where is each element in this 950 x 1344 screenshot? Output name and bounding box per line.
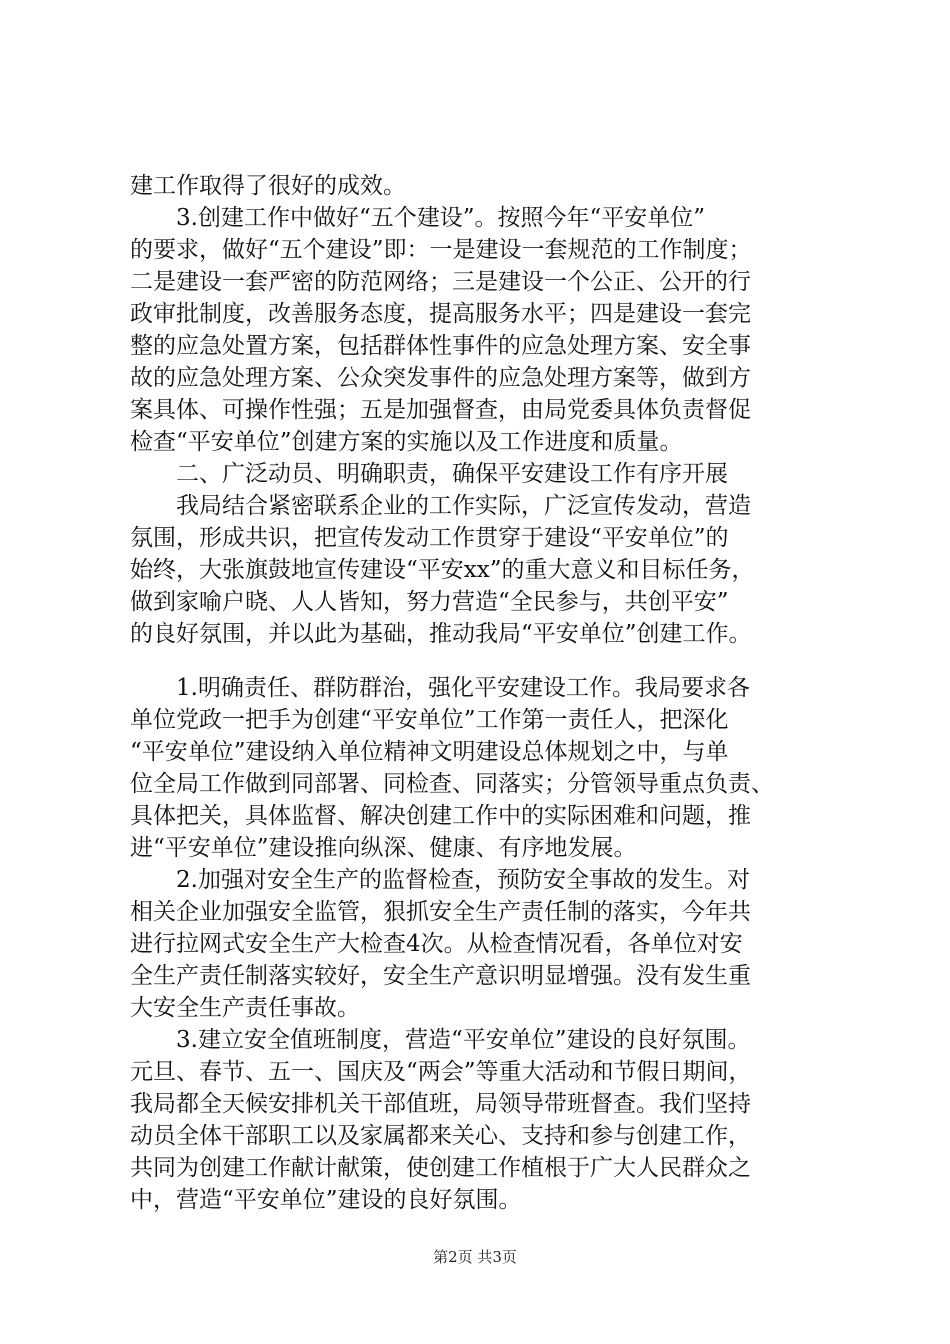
paragraph-line: 政审批制度，改善服务态度，提高服务水平；四是建设一套完 xyxy=(130,301,751,327)
paragraph-line: 元旦、春节、五一、国庆及“两会”等重大活动和节假日期间， xyxy=(130,1059,752,1085)
paragraph-line: 的良好氛围，并以此为基础，推动我局“平安单位”创建工作。 xyxy=(130,621,752,647)
paragraph-line: 2.加强对安全生产的监督检查，预防安全事故的发生。对 xyxy=(130,867,750,893)
paragraph-line: 案具体、可操作性强；五是加强督查，由局党委具体负责督促 xyxy=(130,397,751,423)
paragraph-line: 具体把关，具体监督、解决创建工作中的实际困难和问题，推 xyxy=(130,803,751,829)
paragraph-line: 单位党政一把手为创建“平安单位”工作第一责任人，把深化 xyxy=(130,707,729,733)
paragraph-line: 全生产责任制落实较好，安全生产意识明显增强。没有发生重 xyxy=(130,963,751,989)
paragraph-line: 氛围，形成共识，把宣传发动工作贯穿于建设“平安单位”的 xyxy=(130,525,729,551)
paragraph-line: 检查“平安单位”创建方案的实施以及工作进度和质量。 xyxy=(130,429,683,455)
paragraph-line: 3.建立安全值班制度，营造“平安单位”建设的良好氛围。 xyxy=(130,1027,751,1053)
paragraph-line: 位全局工作做到同部署、同检查、同落实；分管领导重点负责、 xyxy=(130,771,774,797)
paragraph-line: 建工作取得了很好的成效。 xyxy=(130,173,406,199)
paragraph-line: 动员全体干部职工以及家属都来关心、支持和参与创建工作， xyxy=(130,1123,751,1149)
paragraph-line: 进“平安单位”建设推向纵深、健康、有序地发展。 xyxy=(130,835,637,861)
paragraph-line: 1.明确责任、群防群治，强化平安建设工作。我局要求各 xyxy=(130,675,750,701)
paragraph-line: 进行拉网式安全生产大检查4次。从检查情况看，各单位对安 xyxy=(130,931,743,957)
paragraph-line: 大安全生产责任事故。 xyxy=(130,995,360,1021)
paragraph-line: “平安单位”建设纳入单位精神文明建设总体规划之中，与单 xyxy=(130,739,729,765)
paragraph-line: 的要求，做好“五个建设”即：一是建设一套规范的工作制度； xyxy=(130,237,752,263)
paragraph-line: 共同为创建工作献计献策，使创建工作植根于广大人民群众之 xyxy=(130,1155,751,1181)
page-number-footer: 第2页 共3页 xyxy=(433,1248,517,1266)
paragraph-line: 我局都全天候安排机关干部值班，局领导带班督查。我们坚持 xyxy=(130,1091,751,1117)
paragraph-line: 始终，大张旗鼓地宣传建设“平安xx”的重大意义和目标任务， xyxy=(130,557,755,583)
paragraph-line: 做到家喻户晓、人人皆知，努力营造“全民参与，共创平安” xyxy=(130,589,729,615)
paragraph-line: 整的应急处置方案，包括群体性事件的应急处理方案、安全事 xyxy=(130,333,751,359)
paragraph-line: 我局结合紧密联系企业的工作实际，广泛宣传发动，营造 xyxy=(130,493,751,519)
paragraph-line: 故的应急处理方案、公众突发事件的应急处理方案等，做到方 xyxy=(130,365,751,391)
paragraph-line: 3.创建工作中做好“五个建设”。按照今年“平安单位” xyxy=(130,205,705,231)
paragraph-line: 二是建设一套严密的防范网络；三是建设一个公正、公开的行 xyxy=(130,269,751,295)
section-heading: 二、广泛动员、明确职责，确保平安建设工作有序开展 xyxy=(130,461,728,487)
paragraph-line: 中，营造“平安单位”建设的良好氛围。 xyxy=(130,1187,522,1213)
paragraph-line: 相关企业加强安全监管，狠抓安全生产责任制的落实，今年共 xyxy=(130,899,751,925)
